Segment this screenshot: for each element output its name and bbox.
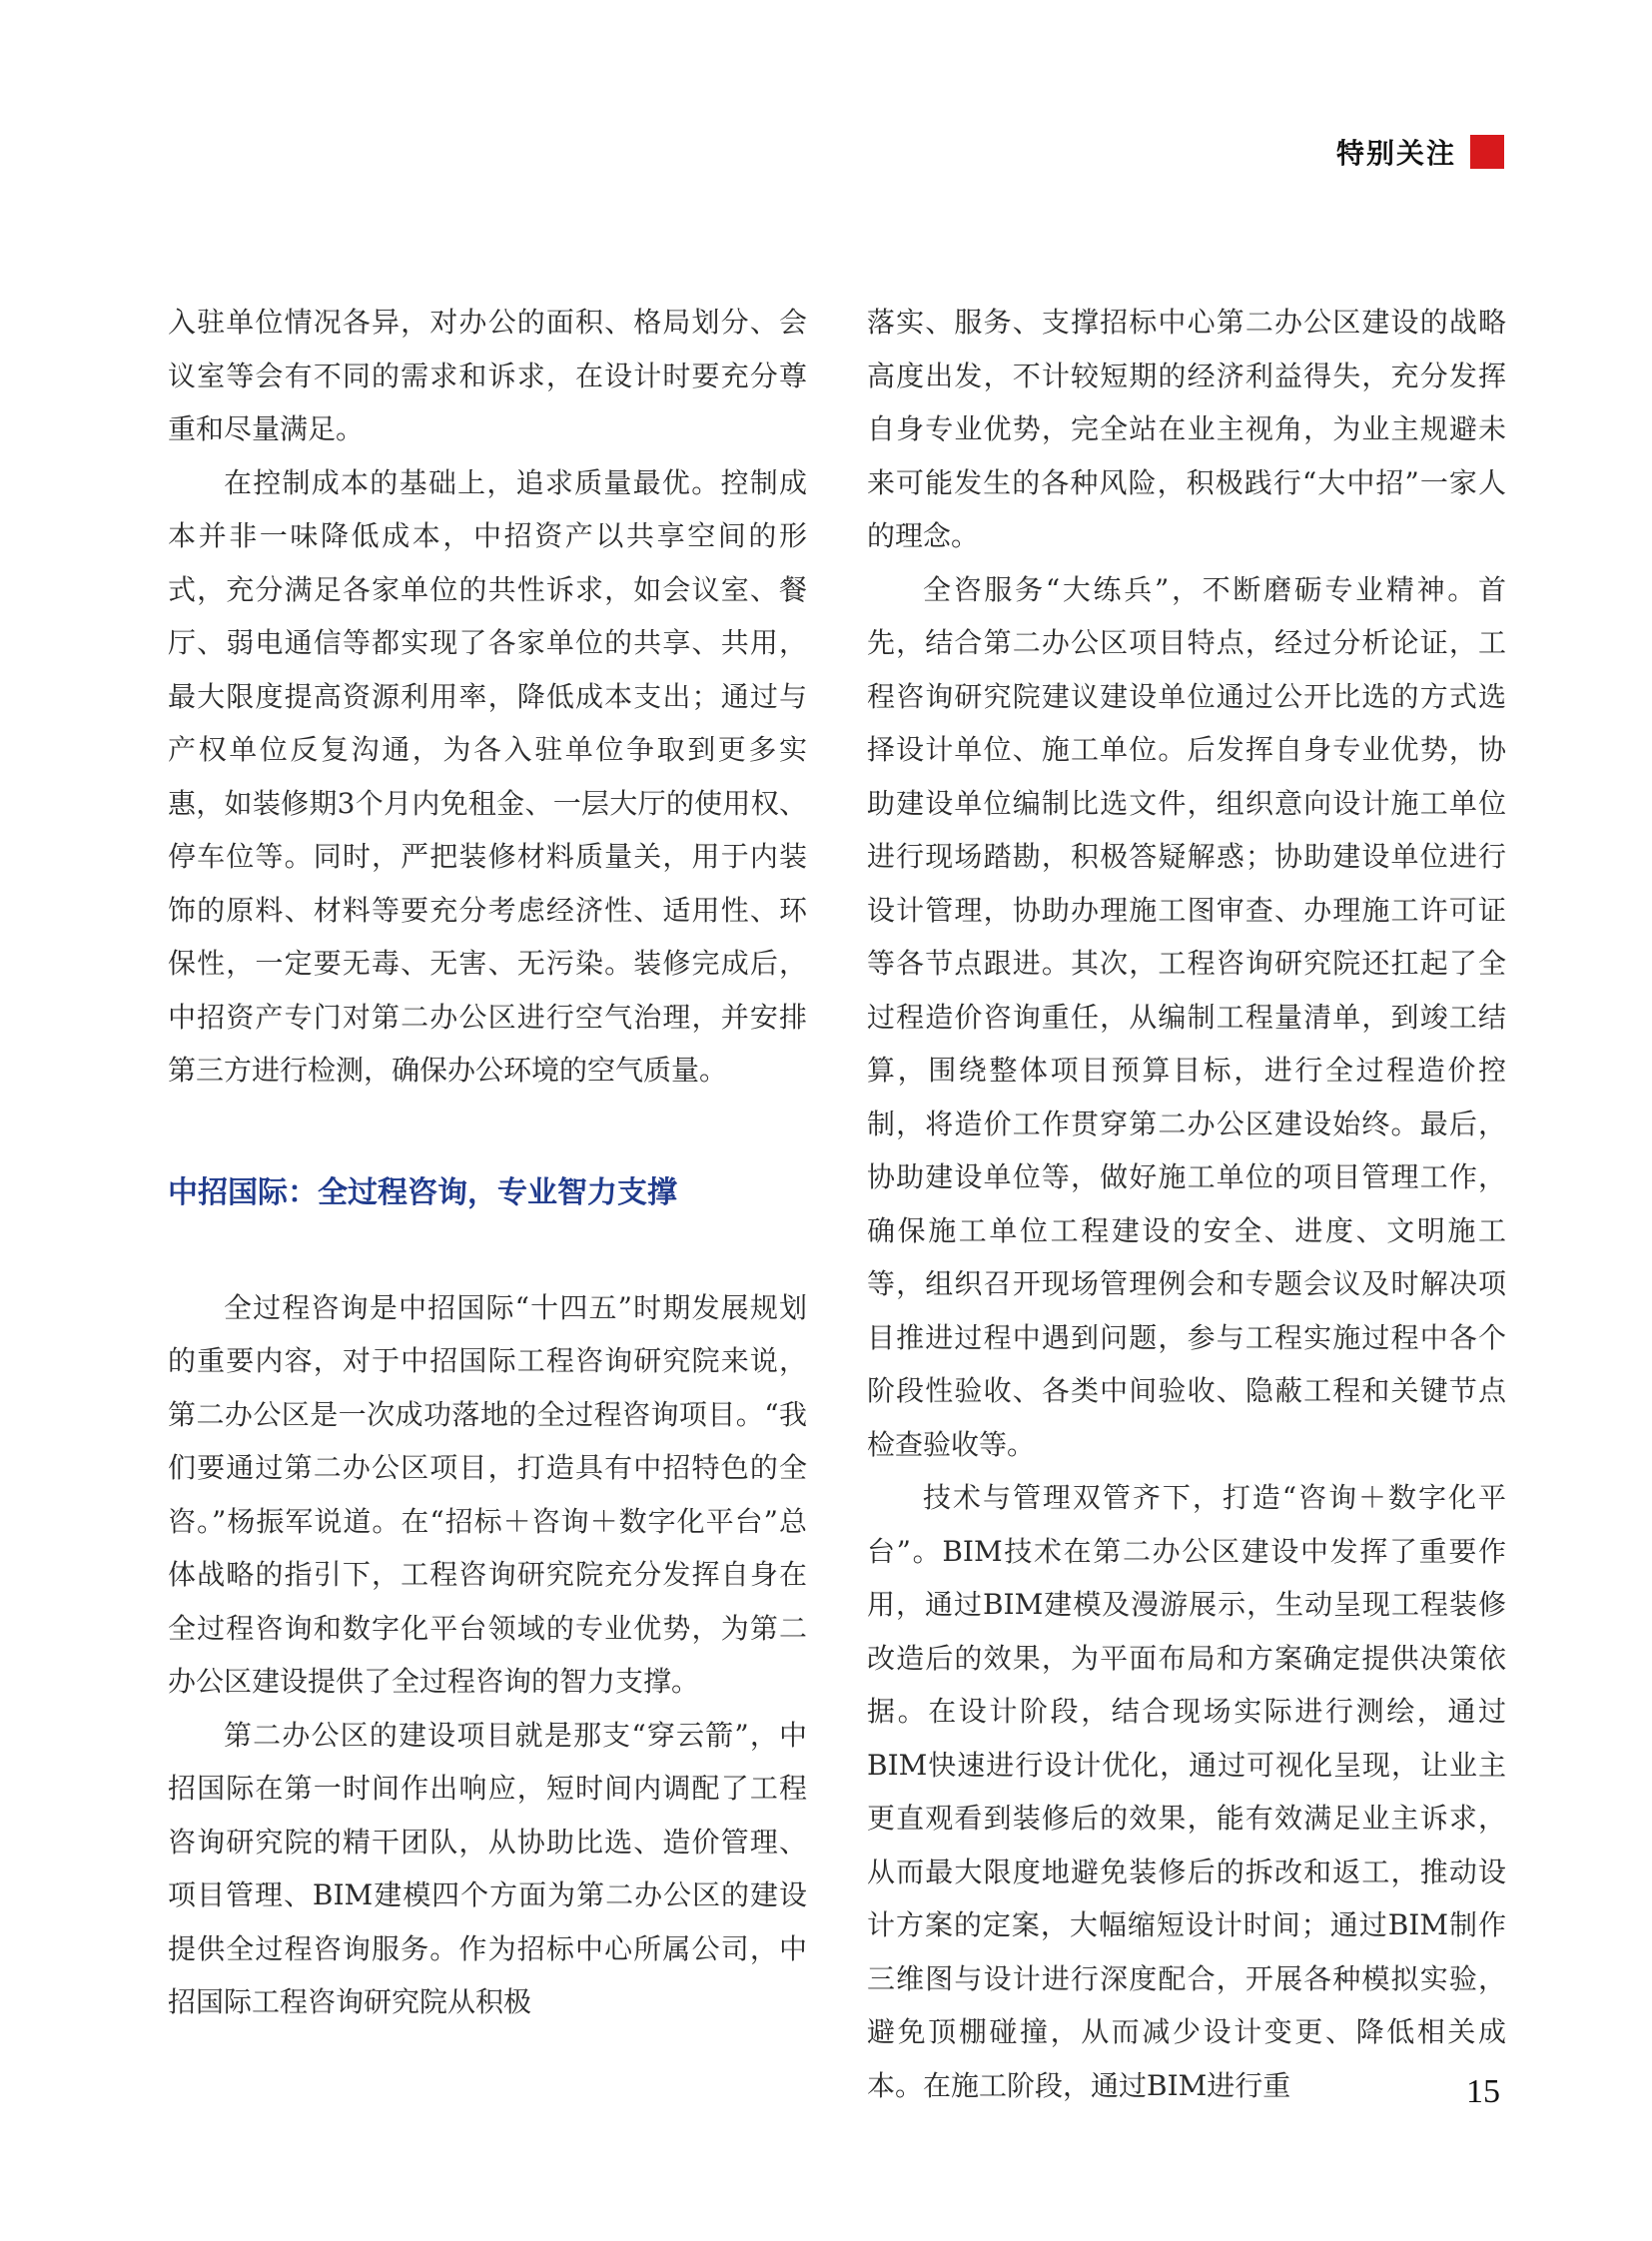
red-square-mark (1470, 135, 1504, 169)
paragraph: 全咨服务“大练兵”，不断磨砺专业精神。首先，结合第二办公区项目特点，经过分析论证，工程咨询研究院建议建设单位通过公开比选的方式选择设计单位、施工单位。后发挥自身专业优势，协助建设单位编制比选文件，组织意向设计施工单位进行现场踏勘，积极答疑解惑；协助建设单位进行设计管理，协助办理施工图审查、办理施工许可证等各节点跟进。其次，工程咨询研究院还扛起了全过程造价咨询重任，从编制工程量清单，到竣工结算，围绕整体项目预算目标，进行全过程造价控制，将造价工作贯穿第二办公区建设始终。最后，协助建设单位等，做好施工单位的项目管理工作，确保施工单位工程建设的安全、进度、文明施工等，组织召开现场管理例会和专题会议及时解决项目推进过程中遇到问题，参与工程实施过程中各个阶段性验收、各类中间验收、隐蔽工程和关键节点检查验收等。 (867, 572, 1506, 1461)
page-number: 15 (1466, 2073, 1500, 2110)
paragraph: 技术与管理双管齐下，打造“咨询＋数字化平台”。BIM技术在第二办公区建设中发挥了重要作用，通过BIM建模及漫游展示，生动呈现工程装修改造后的效果，为平面布局和方案确定提供决策依据。在设计阶段，结合现场实际进行测绘，通过BIM快速进行设计优化，通过可视化呈现，让业主更直观看到装修后的效果，能有效满足业主诉求，从而最大限度地避免装修后的拆改和返工，推动设计方案的定案，大幅缩短设计时间；通过BIM制作三维图与设计进行深度配合，开展各种模拟实验，避免顶棚碰撞，从而减少设计变更、降低相关成本。在施工阶段，通过BIM进行重 (867, 1481, 1506, 2102)
right-column (867, 296, 1506, 2112)
paragraph: 在控制成本的基础上，追求质量最优。控制成本并非一味降低成本，中招资产以共享空间的形式，充分满足各家单位的共性诉求，如会议室、餐厅、弱电通信等都实现了各家单位的共享、共用，最大限度提高资源利用率，降低成本支出；通过与产权单位反复沟通，为各入驻单位争取到更多实惠，如装修期3个月内免租金、一层大厅的使用权、停车位等。同时，严把装修材料质量关，用于内装饰的原料、材料等要充分考虑经济性、适用性、环保性，一定要无毒、无害、无污染。装修完成后，中招资产专门对第二办公区进行空气治理，并安排第三方进行检测，确保办公环境的空气质量。 (168, 465, 807, 1087)
left-column (168, 296, 807, 2029)
section-label: 特别关注 (1335, 137, 1456, 170)
paragraph: 入驻单位情况各异，对办公的面积、格局划分、会议室等会有不同的需求和诉求，在设计时要充分尊重和尽量满足。 (168, 306, 807, 445)
section-heading: 中招国际：全过程咨询，专业智力支撑 (168, 1174, 677, 1210)
paragraph: 第二办公区的建设项目就是那支“穿云箭”，中招国际在第一时间作出响应，短时间内调配了工程咨询研究院的精干团队，从协助比选、造价管理、项目管理、BIM建模四个方面为第二办公区的建设提供全过程咨询服务。作为招标中心所属公司，中招国际工程咨询研究院从积极 (168, 1718, 807, 2018)
section-header (1336, 132, 1504, 172)
paragraph: 落实、服务、支撑招标中心第二办公区建设的战略高度出发，不计较短期的经济利益得失，充分发挥自身专业优势，完全站在业主视角，为业主规避未来可能发生的各种风险，积极践行“大中招”一家人的理念。 (867, 306, 1506, 552)
paragraph: 全过程咨询是中招国际“十四五”时期发展规划的重要内容，对于中招国际工程咨询研究院来说，第二办公区是一次成功落地的全过程咨询项目。“我们要通过第二办公区项目，打造具有中招特色的全咨。”杨振军说道。在“招标＋咨询＋数字化平台”总体战略的指引下，工程咨询研究院充分发挥自身在全过程咨询和数字化平台领域的专业优势，为第二办公区建设提供了全过程咨询的智力支撑。 (168, 1290, 807, 1698)
